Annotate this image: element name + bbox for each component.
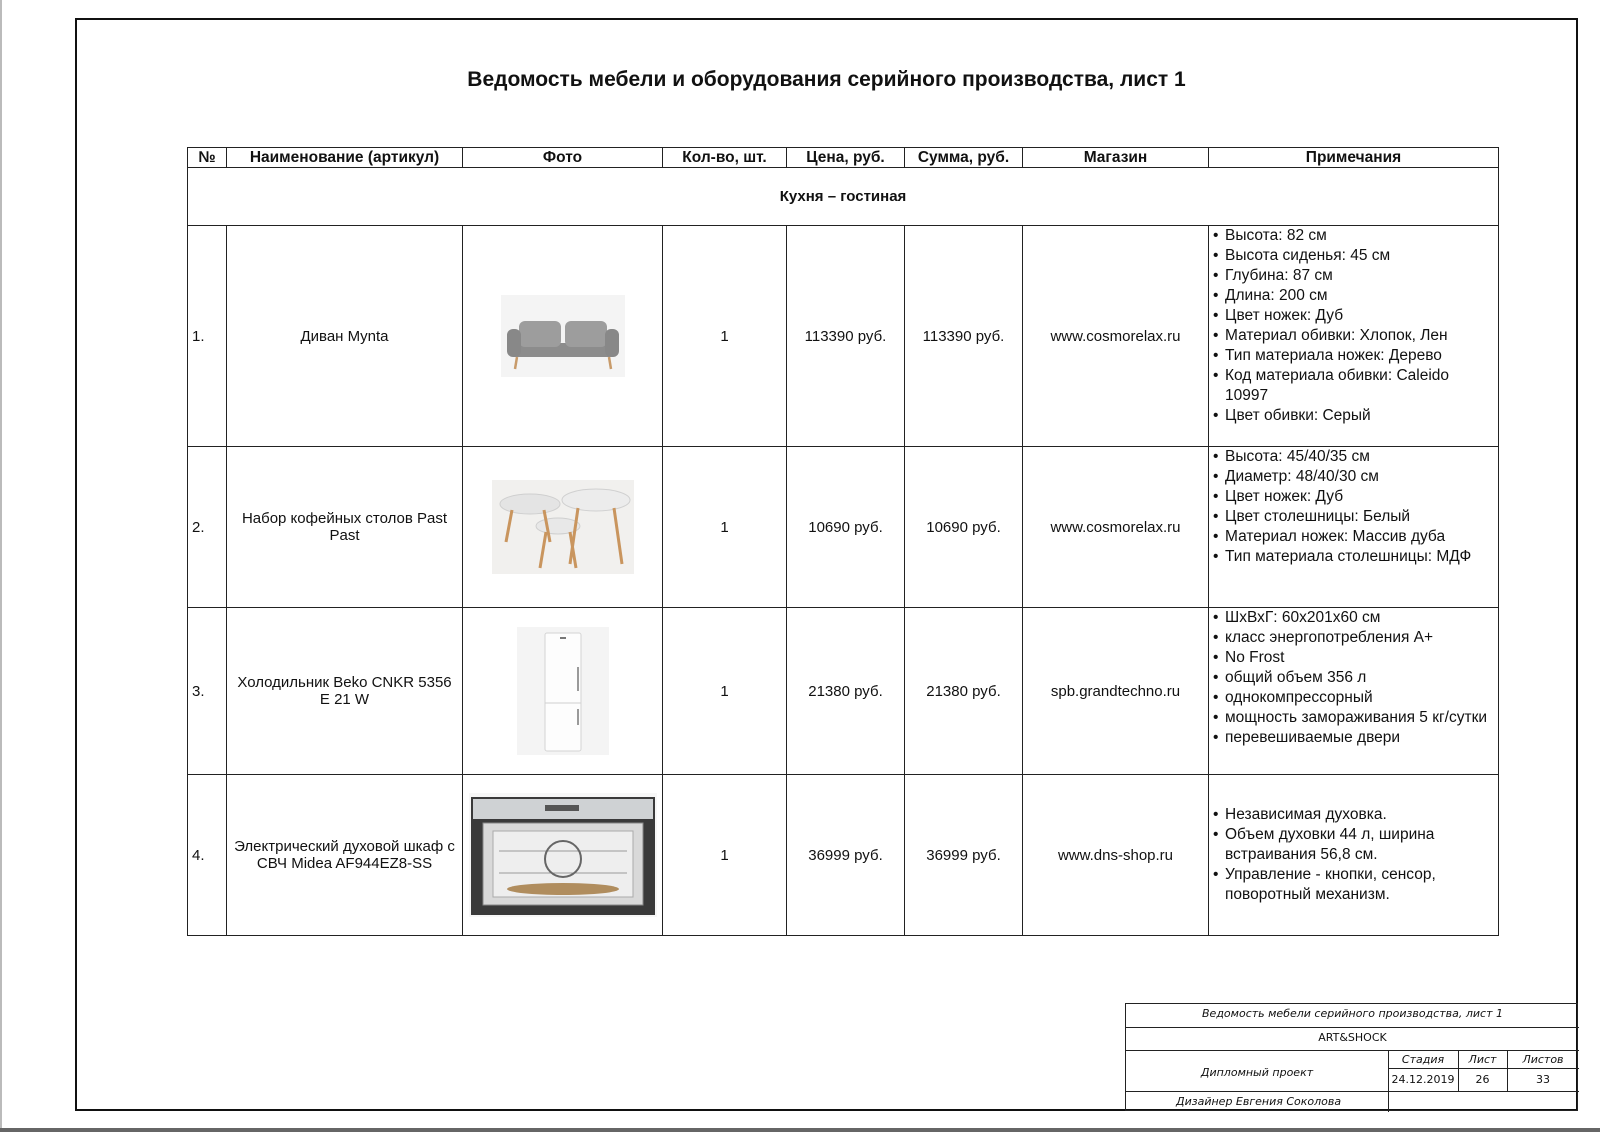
note-item: • Объем духовки 44 л, ширина встраивания 56,8 см. — [1213, 825, 1494, 865]
oven-photo — [469, 793, 657, 917]
table-header-row — [188, 148, 1499, 168]
stamp-sheet-number: 26 — [1475, 1073, 1490, 1086]
table-row — [188, 775, 1499, 936]
item-qty: 1 — [663, 226, 787, 447]
header-qty: Кол-во, шт. — [663, 148, 787, 168]
item-notes — [1209, 775, 1499, 936]
note-item: • Код материала обивки: Caleido 10997 — [1213, 366, 1494, 406]
stamp-sheets-count: 33 — [1536, 1073, 1550, 1086]
title-block-stamp — [1125, 1003, 1578, 1111]
stamp-company: ART&SHOCK — [1318, 1031, 1387, 1044]
note-item: • ШхВхГ: 60x201x60 см — [1213, 608, 1494, 628]
page-left-edge — [0, 0, 2, 1132]
note-item: • Материал обивки: Хлопок, Лен — [1213, 326, 1494, 346]
drawing-sheet-frame — [75, 18, 1578, 1111]
item-sum: 113390 руб. — [905, 226, 1023, 447]
note-item: • Высота: 45/40/35 см — [1213, 447, 1494, 467]
note-item: • мощность замораживания 5 кг/сутки — [1213, 708, 1494, 728]
table-row — [188, 608, 1499, 775]
note-item: • Диаметр: 48/40/30 см — [1213, 467, 1494, 487]
header-num: № — [188, 148, 227, 168]
stamp-sheet-title: Ведомость мебели серийного производства, лист 1 — [1202, 1007, 1503, 1020]
note-item: • Управление - кнопки, сенсор, поворотный механизм. — [1213, 865, 1494, 905]
row-num: 4. — [188, 775, 227, 936]
item-sum: 21380 руб. — [905, 608, 1023, 775]
item-price: 113390 руб. — [787, 226, 905, 447]
table-row — [188, 447, 1499, 608]
note-item: • Цвет обивки: Серый — [1213, 406, 1494, 426]
item-shop: www.dns-shop.ru — [1023, 775, 1209, 936]
stamp-stage-label: Стадия — [1401, 1053, 1445, 1066]
section-title: Кухня – гостиная — [188, 168, 1499, 226]
note-item: • Материал ножек: Массив дуба — [1213, 527, 1494, 547]
note-item: • Высота: 82 см — [1213, 226, 1494, 246]
header-price: Цена, руб. — [787, 148, 905, 168]
header-name: Наименование (артикул) — [227, 148, 463, 168]
item-price: 10690 руб. — [787, 447, 905, 608]
note-item: • Цвет ножек: Дуб — [1213, 306, 1494, 326]
note-item: • общий объем 356 л — [1213, 668, 1494, 688]
stamp-date: 24.12.2019 — [1391, 1073, 1455, 1086]
row-num: 1. — [188, 226, 227, 447]
note-item: • класс энергопотребления A+ — [1213, 628, 1494, 648]
furniture-table — [187, 147, 1499, 936]
coffee-tables-photo — [492, 480, 634, 574]
fridge-photo — [517, 627, 609, 755]
item-notes — [1209, 226, 1499, 447]
item-price: 36999 руб. — [787, 775, 905, 936]
row-num: 3. — [188, 608, 227, 775]
note-item: • перевешиваемые двери — [1213, 728, 1494, 748]
item-price: 21380 руб. — [787, 608, 905, 775]
item-name: Диван Mynta — [227, 226, 463, 447]
header-shop: Магазин — [1023, 148, 1209, 168]
item-sum: 10690 руб. — [905, 447, 1023, 608]
table-row — [188, 226, 1499, 447]
header-photo: Фото — [463, 148, 663, 168]
header-sum: Сумма, руб. — [905, 148, 1023, 168]
stamp-designer: Дизайнер Евгения Соколова — [1176, 1095, 1342, 1108]
stamp-sheets-label: Листов — [1522, 1053, 1564, 1066]
item-name: Холодильник Beko CNKR 5356 E 21 W — [227, 608, 463, 775]
note-item: • Тип материала столешницы: МДФ — [1213, 547, 1494, 567]
item-name: Набор кофейных столов Past Past — [227, 447, 463, 608]
note-item: • Глубина: 87 см — [1213, 266, 1494, 286]
note-item: • Цвет столешницы: Белый — [1213, 507, 1494, 527]
page-bottom-edge — [0, 1128, 1600, 1132]
note-item: • No Frost — [1213, 648, 1494, 668]
item-notes — [1209, 608, 1499, 775]
sofa-photo — [501, 295, 625, 377]
item-qty: 1 — [663, 447, 787, 608]
row-num: 2. — [188, 447, 227, 608]
note-item: • Длина: 200 см — [1213, 286, 1494, 306]
item-qty: 1 — [663, 608, 787, 775]
note-item: • Тип материала ножек: Дерево — [1213, 346, 1494, 366]
header-notes: Примечания — [1209, 148, 1499, 168]
item-shop: www.cosmorelax.ru — [1023, 226, 1209, 447]
note-item: • Высота сиденья: 45 см — [1213, 246, 1494, 266]
note-item: • Цвет ножек: Дуб — [1213, 487, 1494, 507]
item-shop: spb.grandtechno.ru — [1023, 608, 1209, 775]
note-item: • однокомпрессорный — [1213, 688, 1494, 708]
item-qty: 1 — [663, 775, 787, 936]
stamp-project: Дипломный проект — [1200, 1066, 1314, 1079]
item-shop: www.cosmorelax.ru — [1023, 447, 1209, 608]
item-notes — [1209, 447, 1499, 608]
item-name: Электрический духовой шкаф с СВЧ Midea AF944EZ8-SS — [227, 775, 463, 936]
note-item: • Независимая духовка. — [1213, 805, 1494, 825]
stamp-sheet-label: Лист — [1468, 1053, 1497, 1066]
item-sum: 36999 руб. — [905, 775, 1023, 936]
page-title: Ведомость мебели и оборудования серийного производства, лист 1 — [467, 68, 1186, 91]
